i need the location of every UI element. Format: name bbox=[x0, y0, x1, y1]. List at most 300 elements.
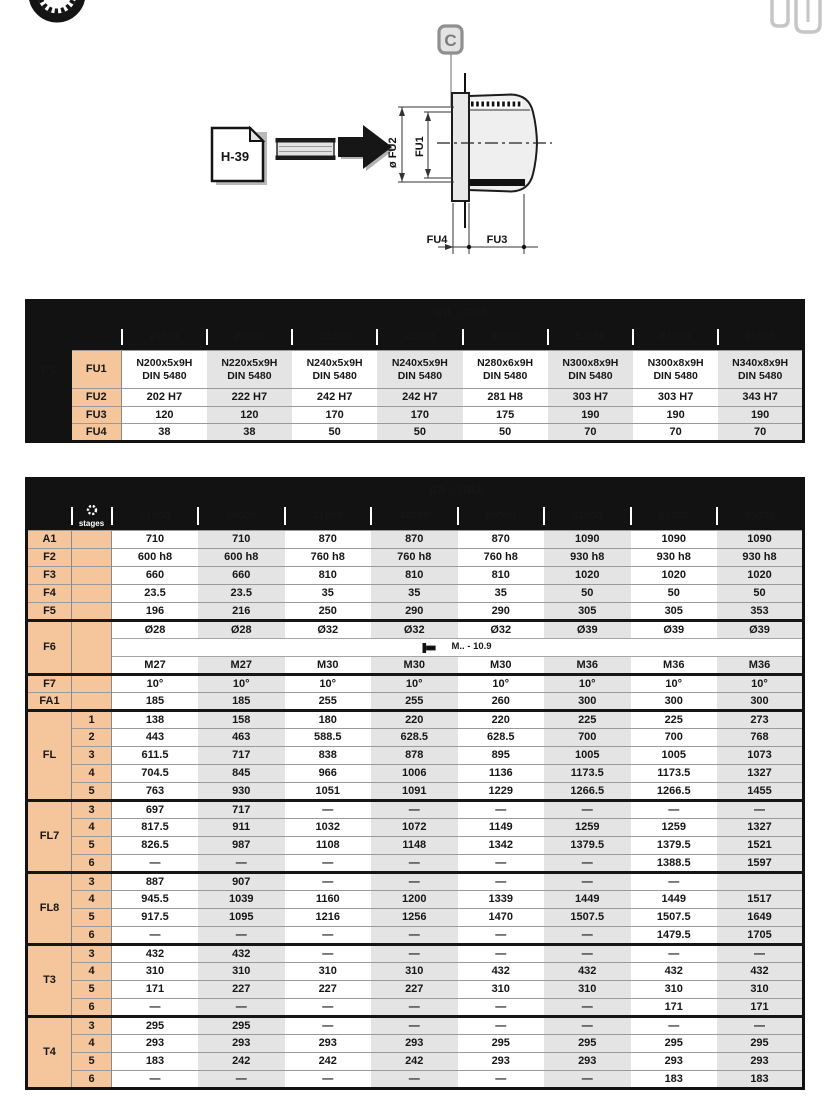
data-cell: 1051 bbox=[285, 783, 372, 801]
data-cell: 1479.5 bbox=[631, 927, 718, 945]
column-header: 45000 bbox=[463, 325, 548, 351]
data-cell: 1072 bbox=[371, 819, 458, 837]
data-cell: 310 bbox=[371, 963, 458, 981]
data-cell: 1470 bbox=[458, 909, 545, 927]
table-row bbox=[27, 873, 804, 891]
row-label: F2 bbox=[27, 549, 72, 567]
data-cell: — bbox=[458, 873, 545, 891]
data-cell: M36 bbox=[717, 657, 804, 675]
splined-shaft-icon bbox=[760, 0, 828, 42]
stage-cell: 3 bbox=[72, 945, 112, 963]
data-cell: 1379.5 bbox=[544, 837, 631, 855]
data-cell: 870 bbox=[285, 531, 372, 549]
data-cell: 38 bbox=[207, 424, 292, 442]
data-cell: 190 bbox=[633, 406, 718, 424]
data-cell-line: DIN 5480 bbox=[653, 369, 698, 382]
column-header: 26000 bbox=[198, 503, 285, 531]
data-cell: — bbox=[544, 927, 631, 945]
data-cell: 1229 bbox=[458, 783, 545, 801]
data-cell: 1339 bbox=[458, 891, 545, 909]
data-cell: 704.5 bbox=[112, 765, 199, 783]
data-cell: 353 bbox=[717, 603, 804, 621]
dim-fu4-label: FU4 bbox=[426, 234, 448, 246]
data-cell: — bbox=[285, 801, 372, 819]
data-cell: 293 bbox=[371, 1035, 458, 1053]
data-cell: 260 bbox=[458, 693, 545, 711]
data-cell: 1449 bbox=[631, 891, 718, 909]
stages-header bbox=[72, 503, 112, 531]
data-cell: — bbox=[285, 927, 372, 945]
data-cell-line: DIN 5480 bbox=[737, 369, 783, 382]
data-cell bbox=[377, 351, 462, 389]
data-cell: 930 bbox=[198, 783, 285, 801]
data-cell-line: N340x8x9H bbox=[732, 356, 789, 369]
data-cell: 10° bbox=[198, 675, 285, 693]
data-cell: 1090 bbox=[631, 531, 718, 549]
data-cell bbox=[717, 873, 804, 891]
dim-fu2-label: ø FU2 bbox=[387, 137, 399, 168]
data-cell bbox=[122, 351, 207, 389]
data-cell: 817.5 bbox=[112, 819, 199, 837]
data-cell: 1136 bbox=[458, 765, 545, 783]
data-cell bbox=[463, 351, 548, 389]
data-cell: — bbox=[198, 1071, 285, 1089]
data-cell: 1173.5 bbox=[631, 765, 718, 783]
data-cell: 760 h8 bbox=[285, 549, 372, 567]
data-cell: 10° bbox=[285, 675, 372, 693]
data-cell: — bbox=[285, 945, 372, 963]
stage-cell bbox=[72, 549, 112, 567]
data-cell: 660 bbox=[198, 567, 285, 585]
data-cell: — bbox=[112, 1071, 199, 1089]
stage-cell: 5 bbox=[72, 981, 112, 999]
data-cell: 300 bbox=[544, 693, 631, 711]
stage-cell: 5 bbox=[72, 1053, 112, 1071]
data-cell: 305 bbox=[631, 603, 718, 621]
data-cell: Ø39 bbox=[717, 621, 804, 639]
data-cell: 870 bbox=[371, 531, 458, 549]
stage-cell: 4 bbox=[72, 891, 112, 909]
data-cell-line: N240x5x9H bbox=[391, 356, 448, 369]
stage-cell: 4 bbox=[72, 819, 112, 837]
data-cell bbox=[718, 351, 803, 389]
data-cell: 183 bbox=[717, 1071, 804, 1089]
data-cell: 917.5 bbox=[112, 909, 199, 927]
data-cell: M30 bbox=[458, 657, 545, 675]
stage-cell: 3 bbox=[72, 801, 112, 819]
data-cell: 628.5 bbox=[458, 729, 545, 747]
table-row bbox=[27, 855, 804, 873]
data-cell: 225 bbox=[544, 711, 631, 729]
stage-cell: 6 bbox=[72, 999, 112, 1017]
data-cell: 1455 bbox=[717, 783, 804, 801]
column-header: 61000 bbox=[633, 325, 718, 351]
data-cell: — bbox=[631, 873, 718, 891]
data-cell: 432 bbox=[544, 963, 631, 981]
table-row bbox=[27, 747, 804, 765]
spline-shaft-piece bbox=[276, 138, 336, 160]
stage-cell: 6 bbox=[72, 927, 112, 945]
data-cell: 171 bbox=[631, 999, 718, 1017]
data-cell: 1597 bbox=[717, 855, 804, 873]
table-row bbox=[27, 1017, 804, 1035]
data-cell bbox=[633, 351, 718, 389]
data-cell: 1705 bbox=[717, 927, 804, 945]
stage-cell: 5 bbox=[72, 783, 112, 801]
data-cell: 768 bbox=[717, 729, 804, 747]
data-cell: 50 bbox=[631, 585, 718, 603]
row-label: F4 bbox=[27, 585, 72, 603]
hub-section bbox=[437, 73, 552, 228]
data-cell: 35 bbox=[371, 585, 458, 603]
data-cell: 300 bbox=[631, 693, 718, 711]
data-cell: 293 bbox=[544, 1053, 631, 1071]
data-cell: 1005 bbox=[544, 747, 631, 765]
data-cell: — bbox=[112, 927, 199, 945]
data-cell: 1517 bbox=[717, 891, 804, 909]
data-cell: 303 H7 bbox=[548, 389, 633, 407]
data-cell: 600 h8 bbox=[198, 549, 285, 567]
data-cell: 1173.5 bbox=[544, 765, 631, 783]
data-cell: 23.5 bbox=[112, 585, 199, 603]
table-row bbox=[27, 711, 804, 729]
table-row bbox=[27, 999, 804, 1017]
row-label: T3 bbox=[27, 945, 72, 1017]
data-cell: 1342 bbox=[458, 837, 545, 855]
column-header: 85000 bbox=[718, 325, 803, 351]
section-marker-label: C bbox=[444, 31, 457, 50]
data-cell: 10° bbox=[458, 675, 545, 693]
column-header: 61000 bbox=[631, 503, 718, 531]
data-cell: 10° bbox=[371, 675, 458, 693]
data-cell: 845 bbox=[198, 765, 285, 783]
data-cell: 1095 bbox=[198, 909, 285, 927]
data-cell: 295 bbox=[112, 1017, 199, 1035]
data-cell: 293 bbox=[285, 1035, 372, 1053]
data-cell: 293 bbox=[198, 1035, 285, 1053]
data-cell: — bbox=[458, 801, 545, 819]
data-cell: 987 bbox=[198, 837, 285, 855]
data-cell-line: DIN 5480 bbox=[482, 369, 528, 382]
data-cell: 1149 bbox=[458, 819, 545, 837]
data-cell: 227 bbox=[198, 981, 285, 999]
data-cell: 710 bbox=[112, 531, 199, 549]
data-cell: 171 bbox=[112, 981, 199, 999]
data-cell: 290 bbox=[458, 603, 545, 621]
row-label: FL bbox=[27, 711, 72, 801]
table-row bbox=[27, 406, 804, 424]
row-label: FL8 bbox=[27, 873, 72, 945]
table-row bbox=[27, 603, 804, 621]
column-header: 21000 bbox=[112, 503, 199, 531]
data-cell: — bbox=[371, 1071, 458, 1089]
data-cell: 35 bbox=[458, 585, 545, 603]
data-cell: M36 bbox=[544, 657, 631, 675]
data-cell: 10° bbox=[544, 675, 631, 693]
data-cell: 23.5 bbox=[198, 585, 285, 603]
column-header: 53000 bbox=[548, 325, 633, 351]
data-cell: 432 bbox=[198, 945, 285, 963]
data-cell: — bbox=[285, 999, 372, 1017]
data-cell: 443 bbox=[112, 729, 199, 747]
table-row bbox=[27, 693, 804, 711]
data-cell: 1507.5 bbox=[631, 909, 718, 927]
table-row bbox=[27, 837, 804, 855]
data-cell: 628.5 bbox=[371, 729, 458, 747]
data-cell: 930 h8 bbox=[631, 549, 718, 567]
data-cell: 183 bbox=[112, 1053, 199, 1071]
data-cell: 300 bbox=[717, 693, 804, 711]
gb-gba-dimensions-table bbox=[25, 477, 805, 1090]
data-cell-line: N280x6x9H bbox=[477, 356, 534, 369]
stages-label: stages bbox=[78, 518, 105, 528]
data-cell: 175 bbox=[463, 406, 548, 424]
data-cell: 611.5 bbox=[112, 747, 199, 765]
data-cell: 1020 bbox=[717, 567, 804, 585]
column-header: 45000 bbox=[458, 503, 545, 531]
data-cell: 310 bbox=[717, 981, 804, 999]
data-cell: M36 bbox=[631, 657, 718, 675]
data-cell: 255 bbox=[285, 693, 372, 711]
data-cell: 710 bbox=[198, 531, 285, 549]
data-cell: 930 h8 bbox=[544, 549, 631, 567]
data-cell: 255 bbox=[371, 693, 458, 711]
f6-note-text: M.. - 10.9 bbox=[451, 641, 492, 653]
table-row bbox=[27, 1053, 804, 1071]
arrow-icon bbox=[338, 125, 394, 171]
data-cell: 242 bbox=[285, 1053, 372, 1071]
dim-fu1-label: FU1 bbox=[414, 136, 426, 157]
data-cell-line: DIN 5480 bbox=[568, 369, 613, 382]
header-spacer bbox=[27, 503, 72, 531]
data-cell: 343 H7 bbox=[718, 389, 803, 407]
data-cell: 1073 bbox=[717, 747, 804, 765]
data-cell: 242 bbox=[198, 1053, 285, 1071]
table-row bbox=[27, 765, 804, 783]
data-cell: 185 bbox=[198, 693, 285, 711]
data-cell: 878 bbox=[371, 747, 458, 765]
data-cell: 1039 bbox=[198, 891, 285, 909]
data-cell: 180 bbox=[285, 711, 372, 729]
data-cell: 1091 bbox=[371, 783, 458, 801]
stage-cell: 4 bbox=[72, 963, 112, 981]
data-cell: — bbox=[631, 801, 718, 819]
data-cell: 697 bbox=[112, 801, 199, 819]
table-row bbox=[27, 963, 804, 981]
page-ref-icon bbox=[212, 128, 267, 185]
data-cell: 273 bbox=[717, 711, 804, 729]
table-row bbox=[27, 657, 804, 675]
f6-note bbox=[112, 639, 804, 657]
data-cell: 945.5 bbox=[112, 891, 199, 909]
page-ref-label: H-39 bbox=[220, 149, 250, 164]
stage-cell: 3 bbox=[72, 747, 112, 765]
data-cell: 70 bbox=[548, 424, 633, 442]
data-cell: 70 bbox=[633, 424, 718, 442]
data-cell: 1449 bbox=[544, 891, 631, 909]
data-cell: 310 bbox=[458, 981, 545, 999]
data-cell: — bbox=[717, 945, 804, 963]
table-row bbox=[27, 389, 804, 407]
data-cell: 183 bbox=[631, 1071, 718, 1089]
data-cell: 50 bbox=[377, 424, 462, 442]
data-cell: 220 bbox=[371, 711, 458, 729]
table-title: GB - GBA bbox=[112, 479, 804, 503]
data-cell: Ø32 bbox=[285, 621, 372, 639]
data-cell: 717 bbox=[198, 801, 285, 819]
row-label: F5 bbox=[27, 603, 72, 621]
data-cell: 35 bbox=[285, 585, 372, 603]
data-cell: 887 bbox=[112, 873, 199, 891]
data-cell: 1649 bbox=[717, 909, 804, 927]
data-cell: 295 bbox=[631, 1035, 718, 1053]
data-cell: 1259 bbox=[631, 819, 718, 837]
stage-cell bbox=[72, 585, 112, 603]
data-cell: Ø32 bbox=[458, 621, 545, 639]
data-cell: 895 bbox=[458, 747, 545, 765]
data-cell: 305 bbox=[544, 603, 631, 621]
data-cell: — bbox=[631, 945, 718, 963]
table-row bbox=[27, 927, 804, 945]
data-cell: Ø28 bbox=[112, 621, 199, 639]
data-cell: 1090 bbox=[544, 531, 631, 549]
data-cell: 170 bbox=[292, 406, 377, 424]
data-cell: 185 bbox=[112, 693, 199, 711]
data-cell-line: DIN 5480 bbox=[397, 369, 443, 382]
data-cell: — bbox=[285, 1017, 372, 1035]
data-cell: — bbox=[112, 855, 199, 873]
stage-cell: 1 bbox=[72, 711, 112, 729]
stage-cell bbox=[72, 693, 112, 711]
data-cell: 293 bbox=[631, 1053, 718, 1071]
data-cell: 1108 bbox=[285, 837, 372, 855]
data-cell: 158 bbox=[198, 711, 285, 729]
data-cell: 295 bbox=[717, 1035, 804, 1053]
dimension-bottom bbox=[427, 194, 538, 254]
data-cell: 290 bbox=[371, 603, 458, 621]
ring-gear-icon bbox=[26, 0, 88, 28]
data-cell: 660 bbox=[112, 567, 199, 585]
data-cell: 588.5 bbox=[285, 729, 372, 747]
data-cell: — bbox=[458, 1017, 545, 1035]
data-cell: — bbox=[285, 855, 372, 873]
data-cell: 242 H7 bbox=[377, 389, 462, 407]
dim-fu3-label: FU3 bbox=[486, 234, 508, 246]
data-cell: 1327 bbox=[717, 819, 804, 837]
stage-cell bbox=[72, 567, 112, 585]
stage-cell: 5 bbox=[72, 837, 112, 855]
data-cell: Ø39 bbox=[544, 621, 631, 639]
table-row bbox=[27, 639, 804, 657]
data-cell: 810 bbox=[458, 567, 545, 585]
data-cell: 1507.5 bbox=[544, 909, 631, 927]
column-header: 40000 bbox=[371, 503, 458, 531]
data-cell: M27 bbox=[198, 657, 285, 675]
data-cell: 250 bbox=[285, 603, 372, 621]
table-row bbox=[27, 424, 804, 442]
stage-cell bbox=[72, 675, 112, 693]
data-cell: — bbox=[631, 1017, 718, 1035]
data-cell: 227 bbox=[285, 981, 372, 999]
data-cell: 763 bbox=[112, 783, 199, 801]
row-label: FU1 bbox=[72, 351, 122, 389]
data-cell: — bbox=[371, 873, 458, 891]
data-cell: — bbox=[717, 801, 804, 819]
data-cell: 600 h8 bbox=[112, 549, 199, 567]
data-cell: 1090 bbox=[717, 531, 804, 549]
data-cell: 242 H7 bbox=[292, 389, 377, 407]
data-cell: Ø28 bbox=[198, 621, 285, 639]
data-cell: 1259 bbox=[544, 819, 631, 837]
data-cell: 293 bbox=[112, 1035, 199, 1053]
stage-cell: 3 bbox=[72, 1017, 112, 1035]
data-cell: — bbox=[544, 999, 631, 1017]
bolt-icon bbox=[422, 642, 437, 654]
header-spacer bbox=[72, 301, 122, 351]
data-cell: 120 bbox=[207, 406, 292, 424]
data-cell: — bbox=[544, 945, 631, 963]
row-label: A1 bbox=[27, 531, 72, 549]
data-cell: 190 bbox=[718, 406, 803, 424]
data-cell: 190 bbox=[548, 406, 633, 424]
data-cell: 227 bbox=[371, 981, 458, 999]
data-cell-line: N240x5x9H bbox=[306, 356, 363, 369]
table-row bbox=[27, 783, 804, 801]
data-cell: — bbox=[544, 801, 631, 819]
data-cell: 870 bbox=[458, 531, 545, 549]
data-cell: 310 bbox=[285, 963, 372, 981]
data-cell: 1006 bbox=[371, 765, 458, 783]
data-cell: 196 bbox=[112, 603, 199, 621]
data-cell: 1160 bbox=[285, 891, 372, 909]
data-cell: 760 h8 bbox=[458, 549, 545, 567]
data-cell: 1020 bbox=[631, 567, 718, 585]
data-cell: 463 bbox=[198, 729, 285, 747]
data-cell: — bbox=[458, 855, 545, 873]
table-row bbox=[27, 621, 804, 639]
data-cell: — bbox=[371, 927, 458, 945]
table-row bbox=[27, 567, 804, 585]
row-label: T4 bbox=[27, 1017, 72, 1089]
data-cell: 242 bbox=[371, 1053, 458, 1071]
data-cell-line: N300x8x9H bbox=[647, 356, 704, 369]
data-cell: M30 bbox=[371, 657, 458, 675]
data-cell: — bbox=[544, 1017, 631, 1035]
data-cell: — bbox=[458, 999, 545, 1017]
data-cell: — bbox=[544, 855, 631, 873]
data-cell: 966 bbox=[285, 765, 372, 783]
data-cell: 810 bbox=[371, 567, 458, 585]
data-cell: 303 H7 bbox=[633, 389, 718, 407]
data-cell: 50 bbox=[292, 424, 377, 442]
column-header: 31000 bbox=[292, 325, 377, 351]
data-cell: 225 bbox=[631, 711, 718, 729]
data-cell: 295 bbox=[544, 1035, 631, 1053]
row-label: FA1 bbox=[27, 693, 72, 711]
data-cell-line: DIN 5480 bbox=[312, 369, 357, 382]
data-cell: Ø32 bbox=[371, 621, 458, 639]
data-cell: — bbox=[458, 945, 545, 963]
table-row bbox=[27, 945, 804, 963]
data-cell: 700 bbox=[544, 729, 631, 747]
data-cell: 295 bbox=[458, 1035, 545, 1053]
data-cell: 911 bbox=[198, 819, 285, 837]
data-cell: 432 bbox=[458, 963, 545, 981]
row-label: FU2 bbox=[72, 389, 122, 407]
data-cell bbox=[292, 351, 377, 389]
data-cell: 1266.5 bbox=[631, 783, 718, 801]
table-row bbox=[27, 1071, 804, 1089]
